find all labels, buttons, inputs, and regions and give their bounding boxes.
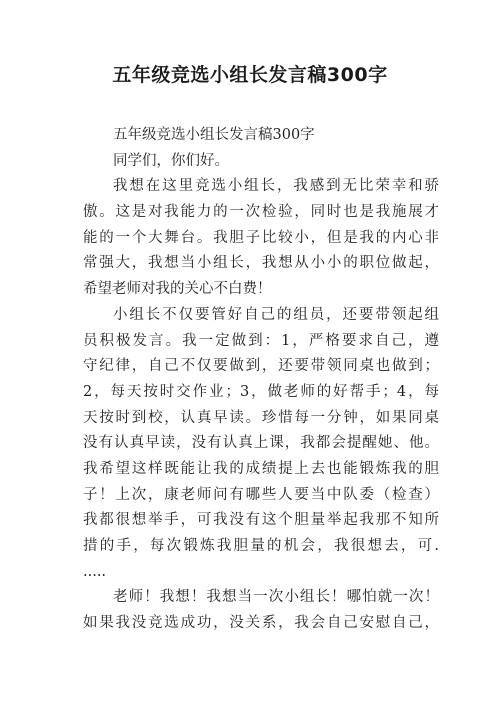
paragraph-line: 我想在这里竞选小组长，我感到无比荣幸和骄: [113, 178, 439, 195]
paragraph-line: 常强大，我想当小组长，我想从小小的职位做起，: [83, 255, 439, 272]
paragraph-line: 子！上次，康老师问有哪些人要当中队委（检查）: [83, 486, 439, 503]
paragraph-line: 2，每天按时交作业；3，做老师的好帮手；4，每: [83, 383, 439, 400]
paragraph-line: 小组长不仅要管好自己的组员，还要带领起组: [113, 306, 439, 323]
greeting-line: 同学们，你们好。: [113, 152, 229, 169]
paragraph-line: 傲。这是对我能力的一次检验，同时也是我施展才: [83, 204, 439, 221]
paragraph-line: 能的一个大舞台。我胆子比较小，但是我的内心非: [83, 229, 439, 246]
paragraph-line: 员积极发言。我一定做到：1，严格要求自己，遵: [83, 332, 439, 349]
paragraph-line: 守纪律，自己不仅要做到，还要带领同桌也做到；: [83, 358, 439, 375]
subtitle-line: 五年级竞选小组长发言稿300字: [113, 127, 315, 143]
paragraph-line: 我希望这样既能让我的成绩提上去也能锻炼我的胆: [83, 460, 439, 477]
paragraph-line: 天按时到校，认真早读。珍惜每一分钟，如果同桌: [83, 409, 439, 426]
document-body: [83, 123, 439, 637]
paragraph-line: .....: [83, 563, 107, 580]
paragraph-line: 没有认真早读，没有认真上课，我都会提醒她、他。: [83, 435, 439, 452]
paragraph-line: 老师！我想！我想当一次小组长！哪怕就一次！: [113, 589, 439, 606]
paragraph-line: 希望老师对我的关心不白费！: [83, 281, 272, 298]
document-title: 五年级竞选小组长发言稿300字: [112, 64, 388, 86]
paragraph-line: 如果我没竞选成功，没关系，我会自己安慰自己，: [83, 615, 439, 632]
paragraph-line: 措的手，每次锻炼我胆量的机会，我很想去，可.: [83, 538, 439, 554]
paragraph-line: 我都很想举手，可我没有这个胆量举起我那不知所: [83, 512, 439, 529]
